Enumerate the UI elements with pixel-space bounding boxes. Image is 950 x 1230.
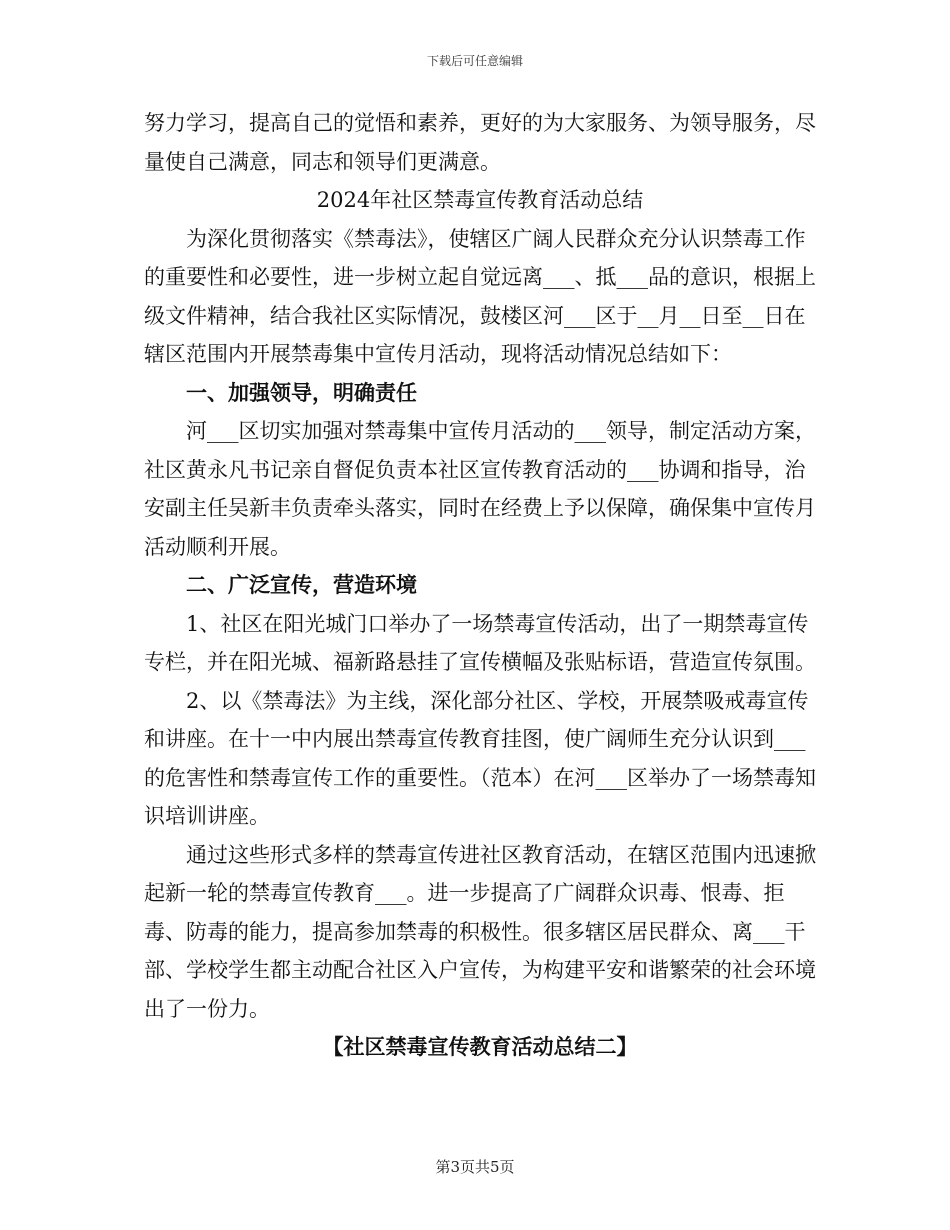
section-heading-1: 一、加强领导，明确责任 xyxy=(186,379,417,405)
next-section-title: 【社区禁毒宣传教育活动总结二】 xyxy=(322,1034,638,1059)
paragraph-item-2: 2、以《禁毒法》为主线，深化部分社区、学校，开展禁吸戒毒宣传和讲座。在十一中内展出禁毒宣传教育挂图，使广阔师生充分认识到___的危害性和禁毒宣传工作的重要性。（范本）在河___区举办了一场禁毒知识培训讲座。 xyxy=(144,688,816,828)
section-heading-2: 二、广泛宣传，营造环境 xyxy=(186,572,417,597)
page-footer: 第3页共5页 xyxy=(435,1158,515,1176)
paragraph-leadership: 河___区切实加强对禁毒集中宣传月活动的___领导，制定活动方案，社区黄永凡书记亲自督促负责本社区宣传教育活动的___协调和指导，治安副主任吴新丰负责牵头落实，同时在经费上予以保障，确保集中宣传月活动顺利开展。 xyxy=(144,419,816,559)
header-note: 下载后可任意编辑 xyxy=(426,54,523,68)
document-body xyxy=(144,104,816,1067)
paragraph-continuation: 努力学习，提高自己的觉悟和素养，更好的为大家服务、为领导服务，尽量使自己满意，同志和领导们更满意。 xyxy=(144,111,816,174)
paragraph-item-1: 1、社区在阳光城门口举办了一场禁毒宣传活动，出了一期禁毒宣传专栏，并在阳光城、福新路悬挂了宣传横幅及张贴标语，营造宣传氛围。 xyxy=(144,611,816,674)
paragraph-intro: 为深化贯彻落实《禁毒法》，使辖区广阔人民群众充分认识禁毒工作的重要性和必要性，进一步树立起自觉远离___、抵___品的意识，根据上级文件精神，结合我社区实际情况，鼓楼区河___区于__月__日至__日在辖区范围内开展禁毒集中宣传月活动，现将活动情况总结如下： xyxy=(144,226,816,366)
paragraph-summary: 通过这些形式多样的禁毒宣传进社区教育活动，在辖区范围内迅速掀起新一轮的禁毒宣传教育___。进一步提高了广阔群众识毒、恨毒、拒毒、防毒的能力，提高参加禁毒的积极性。很多辖区居民群众、离___干部、学校学生都主动配合社区入户宣传，为构建平安和谐繁荣的社会环境出了一份力。 xyxy=(144,842,816,1021)
document-title: 2024年社区禁毒宣传教育活动总结 xyxy=(316,188,644,212)
